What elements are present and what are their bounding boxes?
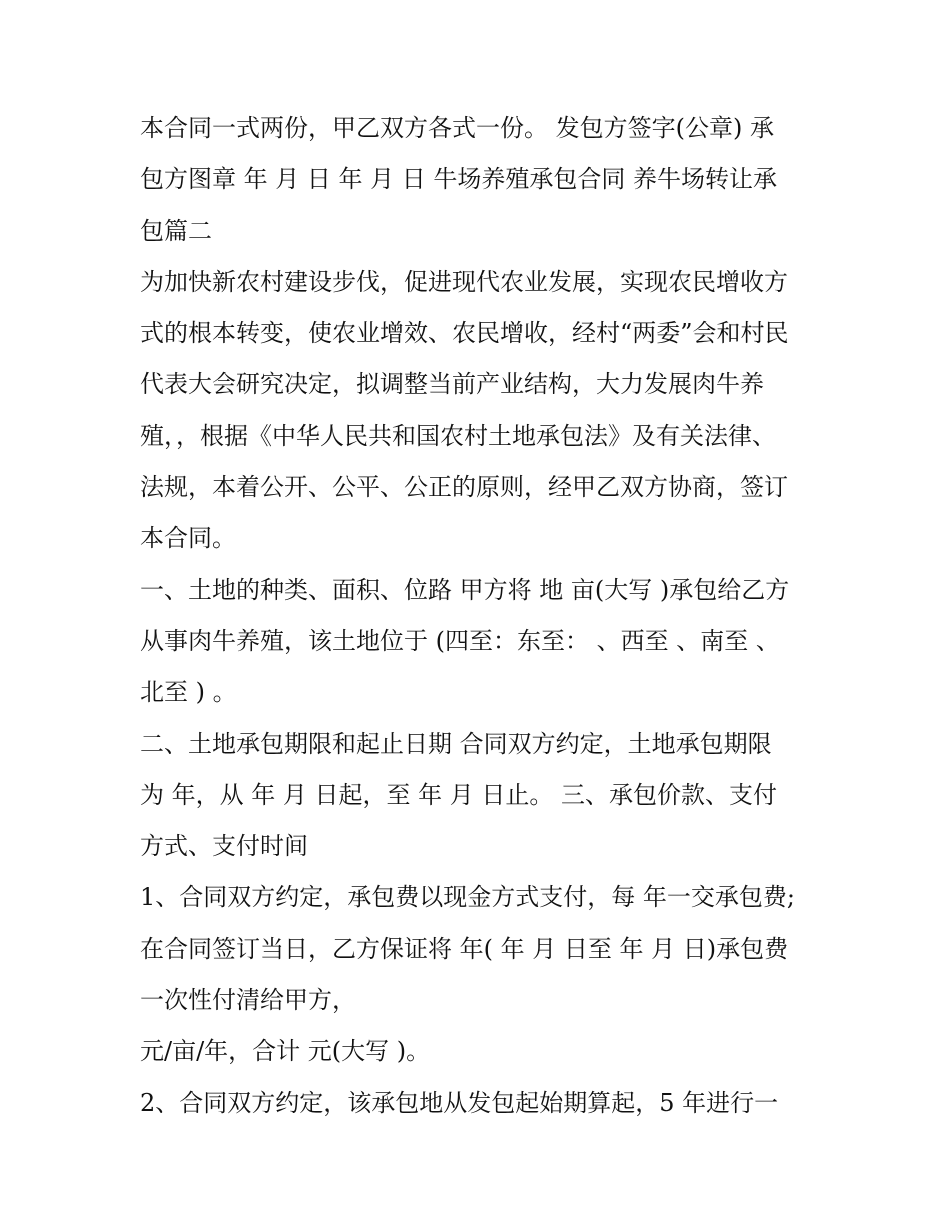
text-line: 2、合同双方约定，该承包地从发包起始期算起，5 年进行一 xyxy=(140,1088,779,1117)
paragraph-clause-1 xyxy=(140,565,820,719)
text-line: 在合同签订当日，乙方保证将 年( 年 月 日至 年 月 日)承包费 xyxy=(140,934,789,963)
text-line: 二、土地承包期限和起止日期 合同双方约定，土地承包期限 xyxy=(140,729,772,758)
text-line: 法规，本着公开、公平、公正的原则，经甲乙双方协商，签订 xyxy=(140,473,788,502)
document-body xyxy=(140,103,820,1129)
paragraph-payment-amount xyxy=(140,1026,820,1077)
text-line: 元/亩/年，合计 元(大写 )。 xyxy=(140,1037,431,1066)
text-line: 为 年，从 年 月 日起，至 年 月 日止。 三、承包价款、支付 xyxy=(140,780,778,809)
text-line: 1、合同双方约定，承包费以现金方式支付，每 年一交承包费; xyxy=(140,883,795,912)
text-line: 本合同一式两份，甲乙双方各式一份。 发包方签字(公章) 承 xyxy=(140,114,774,142)
paragraph-signature xyxy=(140,103,820,257)
paragraph-payment-1 xyxy=(140,872,820,1026)
text-line: 包篇二 xyxy=(140,216,212,245)
text-line: 本合同。 xyxy=(140,524,236,553)
text-line: 式的根本转变，使农业增效、农民增收，经村“两委”会和村民 xyxy=(140,319,789,348)
text-line: 为加快新农村建设步伐，促进现代农业发展，实现农民增收方 xyxy=(140,267,788,296)
text-line: 方式、支付时间 xyxy=(140,832,308,861)
text-line: 从事肉牛养殖，该土地位于 (四至：东至： 、西至 、南至 、 xyxy=(140,626,780,655)
paragraph-clause-2 xyxy=(140,719,820,873)
text-line: 一次性付清给甲方， xyxy=(140,986,356,1015)
text-line: 殖，，根据《中华人民共和国农村土地承包法》及有关法律、 xyxy=(140,421,776,450)
text-line: 代表大会研究决定，拟调整当前产业结构，大力发展肉牛养 xyxy=(140,370,764,399)
text-line: 包方图章 年 月 日 年 月 日 牛场养殖承包合同 养牛场转让承 xyxy=(140,165,778,194)
paragraph-preamble xyxy=(140,257,820,565)
text-line: 北至 ) 。 xyxy=(140,678,237,707)
text-line: 一、土地的种类、面积、位路 甲方将 地 亩(大写 )承包给乙方 xyxy=(140,575,790,604)
paragraph-payment-2 xyxy=(140,1078,820,1129)
